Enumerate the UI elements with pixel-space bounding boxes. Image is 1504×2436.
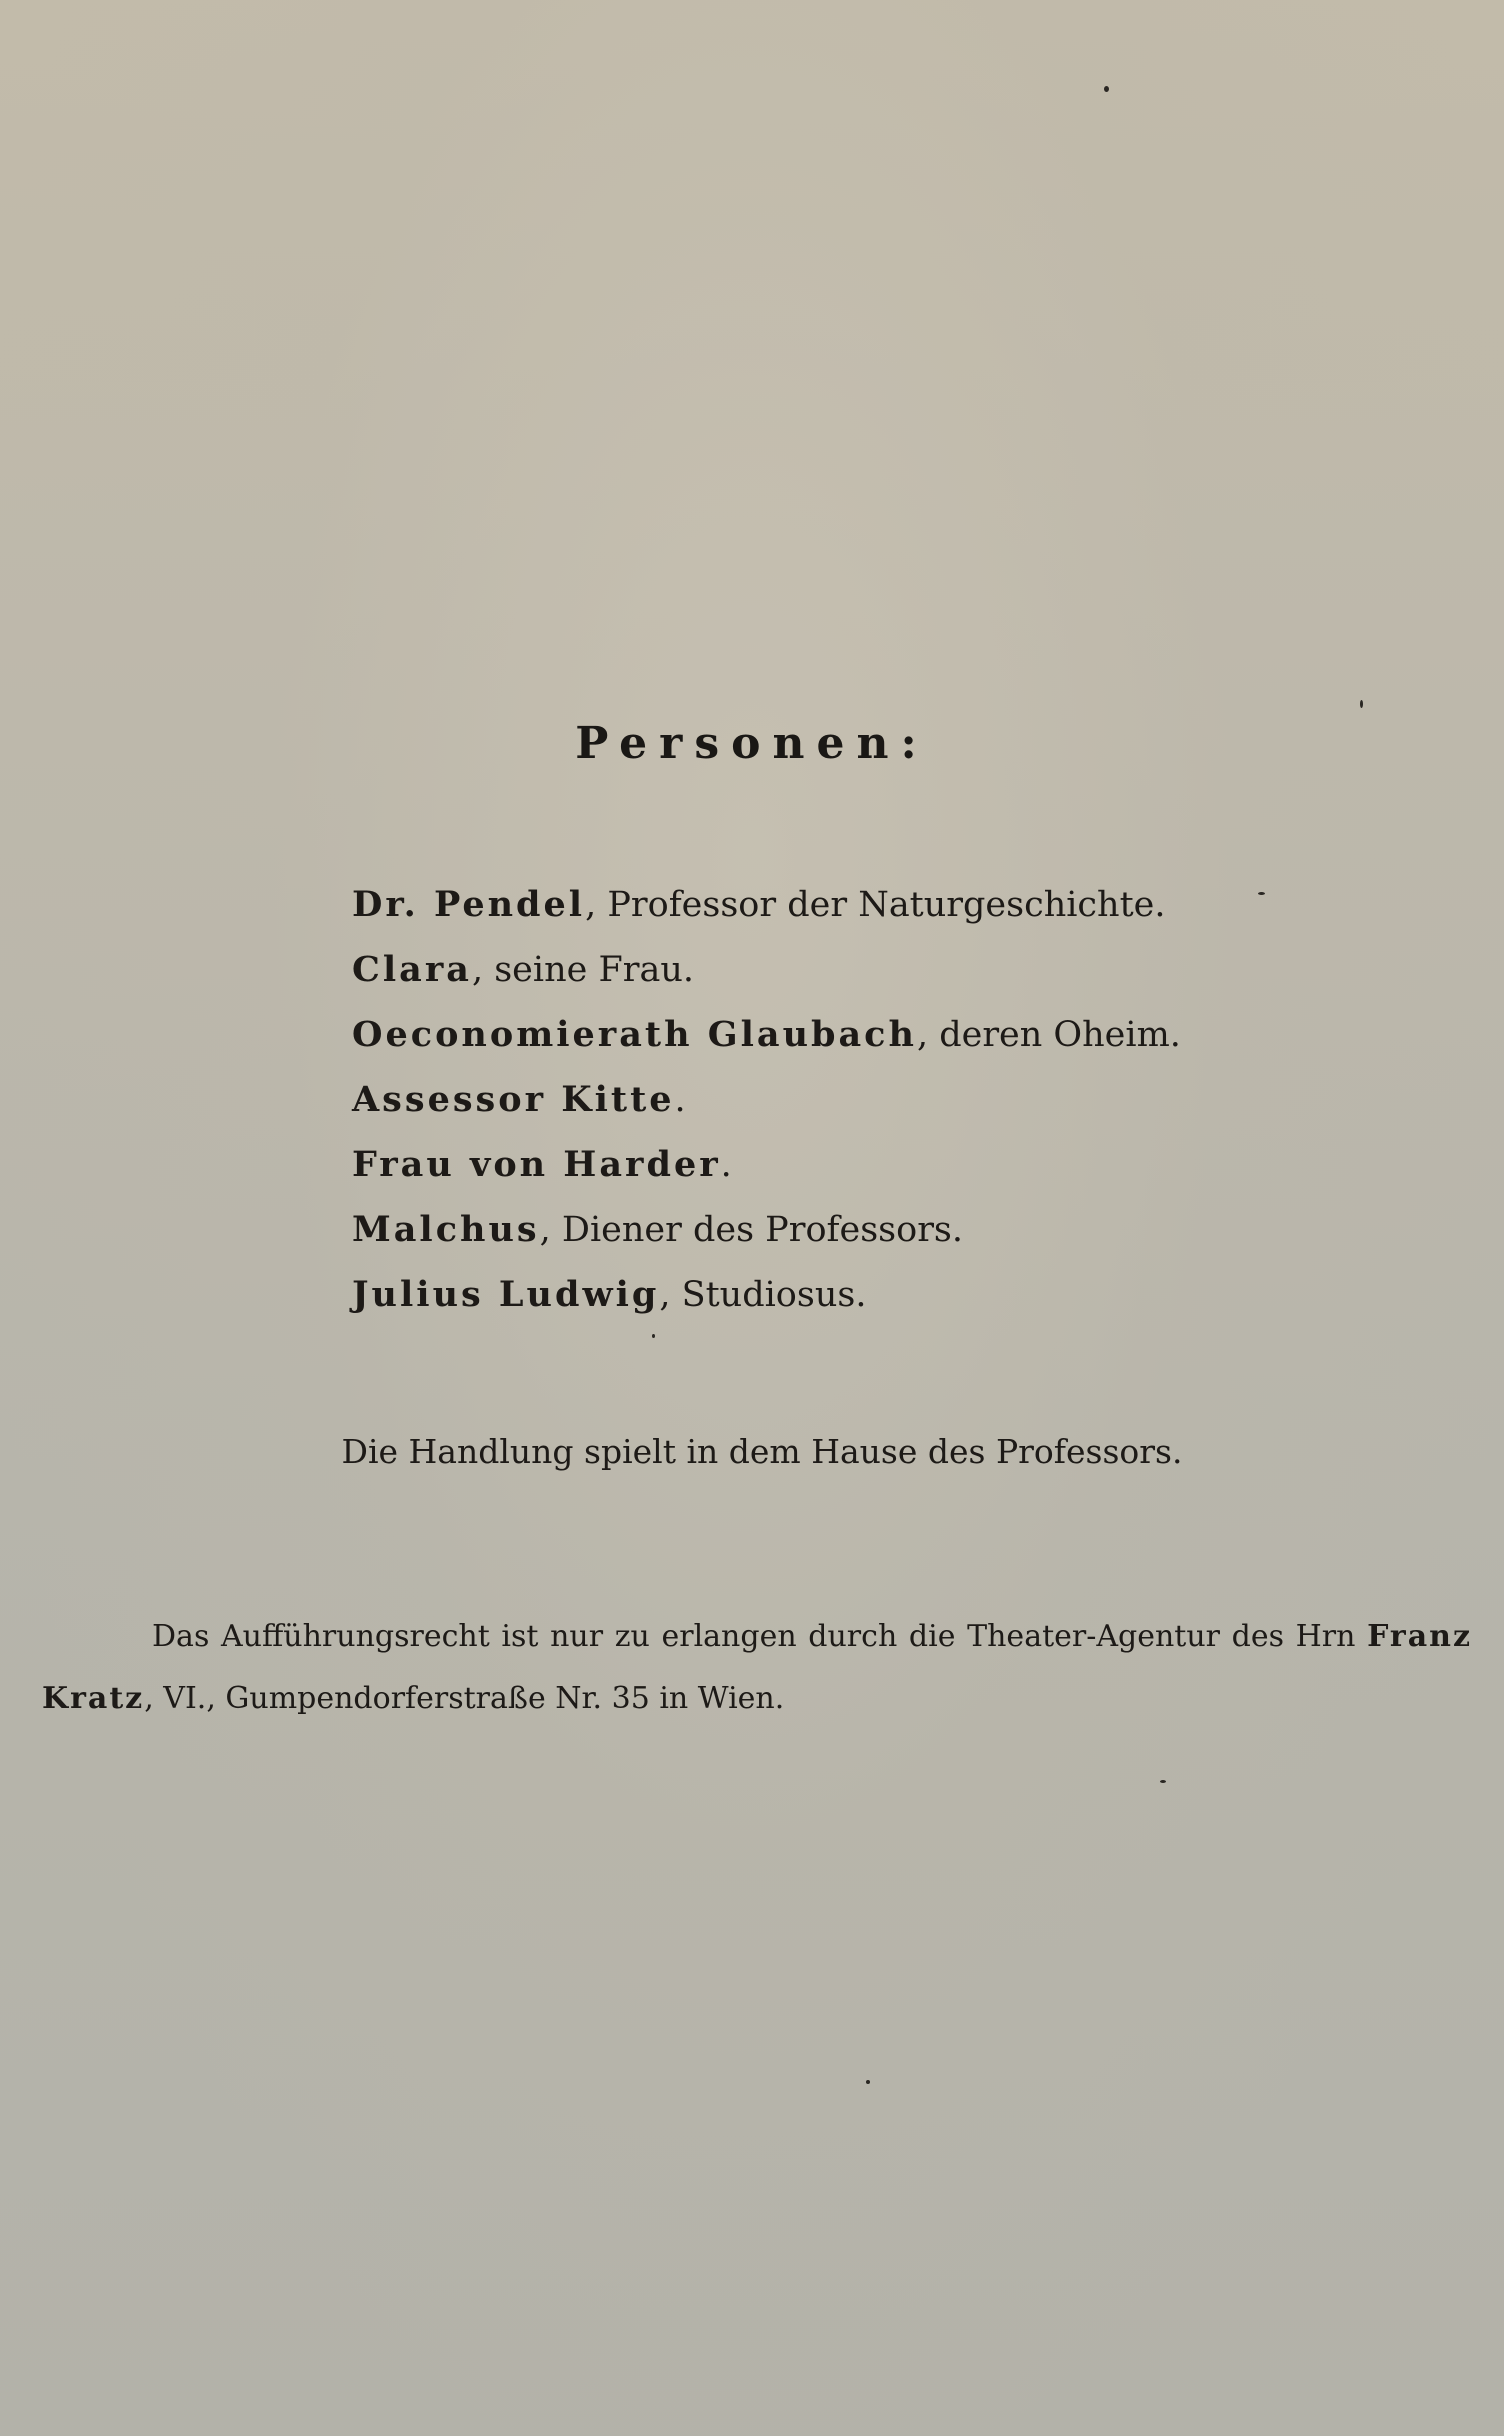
rights-text: Das Aufführungsrecht ist nur zu erlangen durch die Theater-Agentur des Hrn <box>152 1619 1368 1654</box>
character-role: , deren Oheim. <box>916 1015 1181 1055</box>
character-role: . <box>720 1145 732 1185</box>
character-name: Malchus <box>352 1209 540 1250</box>
character-role: . <box>674 1080 686 1120</box>
character-name: Frau von Harder <box>352 1144 721 1185</box>
setting-note: Die Handlung spielt in dem Hause des Professors. <box>341 1432 1183 1471</box>
paper-speck <box>652 1334 655 1338</box>
agent-name: Franz Kratz <box>42 1619 1472 1716</box>
character-role: , Studiosus. <box>659 1275 867 1315</box>
list-item <box>352 1067 1352 1132</box>
character-name: Assessor Kitte <box>352 1079 675 1120</box>
character-role: , seine Frau. <box>471 950 695 990</box>
list-item <box>352 1197 1352 1262</box>
rights-notice <box>42 1606 1472 1730</box>
cast-list <box>352 872 1352 1327</box>
list-item <box>352 1262 1352 1327</box>
list-item <box>352 1132 1352 1197</box>
paper-speck <box>1160 1780 1166 1783</box>
paper-speck <box>866 2080 870 2084</box>
list-item <box>352 937 1352 1002</box>
list-item <box>352 1002 1352 1067</box>
rights-address: , VI., Gumpendorferstraße Nr. 35 in Wien. <box>144 1681 785 1716</box>
character-name: Oeconomierath Glaubach <box>352 1014 917 1055</box>
character-role: , Professor der Naturgeschichte. <box>585 885 1166 925</box>
character-name: Clara <box>352 949 472 990</box>
paper-speck <box>1360 700 1363 708</box>
list-item <box>352 872 1352 937</box>
character-name: Julius Ludwig <box>352 1274 660 1315</box>
character-role: , Diener des Professors. <box>539 1210 964 1250</box>
page-title: Personen: <box>575 718 929 769</box>
character-name: Dr. Pendel <box>352 884 586 925</box>
paper-speck <box>1104 86 1109 92</box>
